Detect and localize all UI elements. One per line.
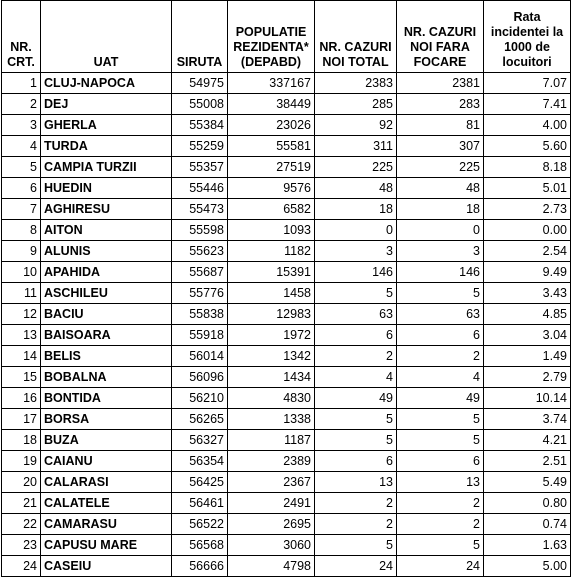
cell-incidence-rate: 7.07	[484, 73, 571, 94]
cell-new-cases-total: 13	[315, 472, 397, 493]
table-row	[2, 451, 571, 472]
cell-population: 9576	[228, 178, 315, 199]
cell-population: 12983	[228, 304, 315, 325]
cell-incidence-rate: 1.49	[484, 346, 571, 367]
cell-uat: CAIANU	[41, 451, 172, 472]
cell-nr-crt: 7	[2, 199, 41, 220]
cell-new-cases-total: 5	[315, 535, 397, 556]
cell-new-cases-no-clusters: 2381	[397, 73, 484, 94]
cell-siruta: 55384	[172, 115, 228, 136]
header-row	[2, 1, 571, 73]
table-row	[2, 325, 571, 346]
table-row	[2, 514, 571, 535]
cell-incidence-rate: 3.43	[484, 283, 571, 304]
cell-siruta: 54975	[172, 73, 228, 94]
cell-nr-crt: 10	[2, 262, 41, 283]
incidence-table	[1, 0, 571, 577]
cell-population: 2389	[228, 451, 315, 472]
cell-nr-crt: 19	[2, 451, 41, 472]
cell-nr-crt: 2	[2, 94, 41, 115]
cell-incidence-rate: 4.21	[484, 430, 571, 451]
cell-nr-crt: 18	[2, 430, 41, 451]
cell-new-cases-no-clusters: 225	[397, 157, 484, 178]
cell-new-cases-no-clusters: 49	[397, 388, 484, 409]
cell-siruta: 55357	[172, 157, 228, 178]
table-row	[2, 409, 571, 430]
header-new-cases-total: NR. CAZURI NOI TOTAL	[315, 1, 397, 73]
cell-nr-crt: 1	[2, 73, 41, 94]
cell-new-cases-total: 5	[315, 430, 397, 451]
cell-new-cases-total: 24	[315, 556, 397, 577]
cell-new-cases-total: 2383	[315, 73, 397, 94]
cell-siruta: 56327	[172, 430, 228, 451]
cell-uat: ASCHILEU	[41, 283, 172, 304]
cell-siruta: 55598	[172, 220, 228, 241]
cell-new-cases-total: 18	[315, 199, 397, 220]
cell-new-cases-no-clusters: 13	[397, 472, 484, 493]
cell-incidence-rate: 2.51	[484, 451, 571, 472]
cell-new-cases-total: 285	[315, 94, 397, 115]
cell-population: 2367	[228, 472, 315, 493]
cell-incidence-rate: 8.18	[484, 157, 571, 178]
cell-nr-crt: 22	[2, 514, 41, 535]
cell-new-cases-total: 2	[315, 493, 397, 514]
table-row	[2, 220, 571, 241]
cell-new-cases-no-clusters: 63	[397, 304, 484, 325]
cell-new-cases-total: 311	[315, 136, 397, 157]
cell-nr-crt: 21	[2, 493, 41, 514]
cell-nr-crt: 24	[2, 556, 41, 577]
cell-nr-crt: 6	[2, 178, 41, 199]
cell-uat: CAMARASU	[41, 514, 172, 535]
cell-incidence-rate: 0.80	[484, 493, 571, 514]
cell-uat: BOBALNA	[41, 367, 172, 388]
cell-population: 1187	[228, 430, 315, 451]
table-row	[2, 367, 571, 388]
table-row	[2, 262, 571, 283]
cell-population: 1182	[228, 241, 315, 262]
cell-population: 1342	[228, 346, 315, 367]
cell-siruta: 55838	[172, 304, 228, 325]
cell-new-cases-no-clusters: 2	[397, 514, 484, 535]
cell-uat: APAHIDA	[41, 262, 172, 283]
header-uat: UAT	[41, 1, 172, 73]
cell-new-cases-total: 63	[315, 304, 397, 325]
cell-population: 2491	[228, 493, 315, 514]
cell-uat: AGHIRESU	[41, 199, 172, 220]
table-row	[2, 136, 571, 157]
cell-new-cases-no-clusters: 3	[397, 241, 484, 262]
cell-population: 1093	[228, 220, 315, 241]
table-row	[2, 535, 571, 556]
cell-siruta: 56425	[172, 472, 228, 493]
cell-new-cases-no-clusters: 6	[397, 325, 484, 346]
table-row	[2, 94, 571, 115]
cell-new-cases-total: 4	[315, 367, 397, 388]
cell-nr-crt: 23	[2, 535, 41, 556]
cell-incidence-rate: 9.49	[484, 262, 571, 283]
cell-uat: BONTIDA	[41, 388, 172, 409]
cell-uat: CASEIU	[41, 556, 172, 577]
cell-population: 55581	[228, 136, 315, 157]
cell-nr-crt: 5	[2, 157, 41, 178]
cell-population: 337167	[228, 73, 315, 94]
cell-uat: BACIU	[41, 304, 172, 325]
cell-new-cases-no-clusters: 18	[397, 199, 484, 220]
cell-new-cases-total: 5	[315, 409, 397, 430]
cell-new-cases-no-clusters: 5	[397, 535, 484, 556]
cell-new-cases-total: 6	[315, 451, 397, 472]
cell-siruta: 55008	[172, 94, 228, 115]
cell-new-cases-total: 92	[315, 115, 397, 136]
cell-incidence-rate: 2.73	[484, 199, 571, 220]
cell-population: 4798	[228, 556, 315, 577]
header-population: POPULATIE REZIDENTA* (DEPABD)	[228, 1, 315, 73]
cell-new-cases-no-clusters: 6	[397, 451, 484, 472]
table-row	[2, 157, 571, 178]
table-row	[2, 283, 571, 304]
cell-nr-crt: 8	[2, 220, 41, 241]
header-siruta: SIRUTA	[172, 1, 228, 73]
table-row	[2, 115, 571, 136]
cell-incidence-rate: 5.60	[484, 136, 571, 157]
cell-population: 1434	[228, 367, 315, 388]
table-row	[2, 304, 571, 325]
cell-siruta: 56354	[172, 451, 228, 472]
table-row	[2, 178, 571, 199]
cell-new-cases-total: 0	[315, 220, 397, 241]
cell-population: 38449	[228, 94, 315, 115]
table-row	[2, 472, 571, 493]
cell-new-cases-no-clusters: 2	[397, 346, 484, 367]
cell-uat: BELIS	[41, 346, 172, 367]
cell-incidence-rate: 4.85	[484, 304, 571, 325]
cell-population: 1338	[228, 409, 315, 430]
cell-new-cases-no-clusters: 5	[397, 430, 484, 451]
cell-incidence-rate: 5.49	[484, 472, 571, 493]
cell-siruta: 56522	[172, 514, 228, 535]
cell-new-cases-total: 2	[315, 346, 397, 367]
cell-new-cases-no-clusters: 24	[397, 556, 484, 577]
cell-incidence-rate: 2.54	[484, 241, 571, 262]
cell-new-cases-total: 2	[315, 514, 397, 535]
cell-uat: CAPUSU MARE	[41, 535, 172, 556]
header-new-cases-no-clusters: NR. CAZURI NOI FARA FOCARE	[397, 1, 484, 73]
cell-uat: CALATELE	[41, 493, 172, 514]
cell-incidence-rate: 0.74	[484, 514, 571, 535]
cell-siruta: 56014	[172, 346, 228, 367]
cell-population: 1458	[228, 283, 315, 304]
cell-uat: CAMPIA TURZII	[41, 157, 172, 178]
cell-siruta: 55687	[172, 262, 228, 283]
table-row	[2, 388, 571, 409]
cell-new-cases-total: 6	[315, 325, 397, 346]
cell-new-cases-no-clusters: 283	[397, 94, 484, 115]
cell-siruta: 55776	[172, 283, 228, 304]
cell-nr-crt: 4	[2, 136, 41, 157]
cell-siruta: 55473	[172, 199, 228, 220]
cell-new-cases-total: 49	[315, 388, 397, 409]
cell-population: 4830	[228, 388, 315, 409]
cell-new-cases-no-clusters: 5	[397, 409, 484, 430]
cell-incidence-rate: 5.01	[484, 178, 571, 199]
cell-siruta: 56461	[172, 493, 228, 514]
table-row	[2, 346, 571, 367]
table-row	[2, 241, 571, 262]
cell-new-cases-no-clusters: 5	[397, 283, 484, 304]
cell-incidence-rate: 4.00	[484, 115, 571, 136]
header-incidence-rate: Rata incidentei la 1000 de locuitori	[484, 1, 571, 73]
cell-incidence-rate: 0.00	[484, 220, 571, 241]
cell-siruta: 55918	[172, 325, 228, 346]
cell-incidence-rate: 7.41	[484, 94, 571, 115]
cell-uat: AITON	[41, 220, 172, 241]
cell-nr-crt: 13	[2, 325, 41, 346]
cell-siruta: 56096	[172, 367, 228, 388]
cell-new-cases-no-clusters: 2	[397, 493, 484, 514]
cell-new-cases-no-clusters: 146	[397, 262, 484, 283]
cell-uat: BORSA	[41, 409, 172, 430]
cell-population: 3060	[228, 535, 315, 556]
cell-uat: TURDA	[41, 136, 172, 157]
cell-new-cases-total: 3	[315, 241, 397, 262]
table-row	[2, 199, 571, 220]
cell-new-cases-no-clusters: 0	[397, 220, 484, 241]
cell-new-cases-total: 48	[315, 178, 397, 199]
cell-population: 23026	[228, 115, 315, 136]
cell-population: 6582	[228, 199, 315, 220]
cell-nr-crt: 17	[2, 409, 41, 430]
cell-siruta: 55446	[172, 178, 228, 199]
cell-siruta: 56210	[172, 388, 228, 409]
table-row	[2, 493, 571, 514]
cell-new-cases-total: 5	[315, 283, 397, 304]
cell-nr-crt: 3	[2, 115, 41, 136]
cell-siruta: 56568	[172, 535, 228, 556]
cell-nr-crt: 16	[2, 388, 41, 409]
cell-population: 15391	[228, 262, 315, 283]
cell-nr-crt: 11	[2, 283, 41, 304]
table-row	[2, 430, 571, 451]
cell-incidence-rate: 3.74	[484, 409, 571, 430]
cell-incidence-rate: 5.00	[484, 556, 571, 577]
table-row	[2, 73, 571, 94]
cell-incidence-rate: 10.14	[484, 388, 571, 409]
cell-population: 27519	[228, 157, 315, 178]
cell-new-cases-total: 225	[315, 157, 397, 178]
cell-nr-crt: 15	[2, 367, 41, 388]
cell-siruta: 55259	[172, 136, 228, 157]
cell-nr-crt: 14	[2, 346, 41, 367]
cell-population: 1972	[228, 325, 315, 346]
cell-new-cases-no-clusters: 4	[397, 367, 484, 388]
cell-new-cases-no-clusters: 48	[397, 178, 484, 199]
cell-population: 2695	[228, 514, 315, 535]
cell-uat: BUZA	[41, 430, 172, 451]
cell-new-cases-no-clusters: 307	[397, 136, 484, 157]
cell-new-cases-no-clusters: 81	[397, 115, 484, 136]
header-nr-crt: NR. CRT.	[2, 1, 41, 73]
cell-nr-crt: 12	[2, 304, 41, 325]
cell-siruta: 56265	[172, 409, 228, 430]
cell-incidence-rate: 3.04	[484, 325, 571, 346]
cell-uat: BAISOARA	[41, 325, 172, 346]
cell-nr-crt: 20	[2, 472, 41, 493]
cell-uat: GHERLA	[41, 115, 172, 136]
cell-siruta: 55623	[172, 241, 228, 262]
table-row	[2, 556, 571, 577]
cell-uat: DEJ	[41, 94, 172, 115]
cell-uat: CALARASI	[41, 472, 172, 493]
cell-uat: HUEDIN	[41, 178, 172, 199]
cell-uat: ALUNIS	[41, 241, 172, 262]
cell-siruta: 56666	[172, 556, 228, 577]
cell-incidence-rate: 1.63	[484, 535, 571, 556]
cell-new-cases-total: 146	[315, 262, 397, 283]
cell-incidence-rate: 2.79	[484, 367, 571, 388]
cell-uat: CLUJ-NAPOCA	[41, 73, 172, 94]
cell-nr-crt: 9	[2, 241, 41, 262]
